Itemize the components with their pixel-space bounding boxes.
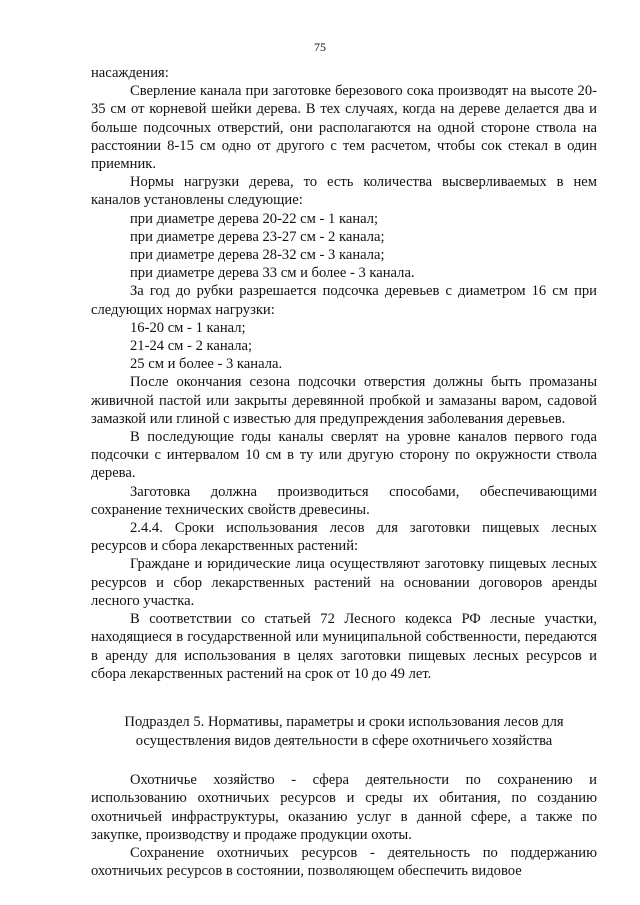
- list-item: при диаметре дерева 33 см и более - 3 канала.: [130, 265, 415, 282]
- pre-felling-norms-list: [91, 319, 597, 374]
- list-item: при диаметре дерева 23-27 см - 2 канала;: [130, 228, 385, 245]
- subsection-title-line: осуществления видов деятельности в сфере охотничьего хозяйства: [135, 732, 553, 749]
- list-item: 25 см и более - 3 канала.: [130, 356, 283, 373]
- paragraph-season-end: После окончания сезона подсочки отверстия должны быть промазаны живичной пастой или закрыты деревянной пробкой и замазаны варом, садовой замазкой или глиной с известью для предупреждения заболевания деревьев.: [91, 374, 597, 427]
- list-item: при диаметре дерева 28-32 см - 3 канала;: [130, 247, 385, 264]
- paragraph-forest-code-article-72: В соответствии со статьей 72 Лесного кодекса РФ лесные участки, находящиеся в государственной или муниципальной собственности, передаются в аренду для использования в целях заготовки пищевых лесных ресурсов и сбора лекарственных растений на срок от 10 до 49 лет.: [91, 611, 597, 682]
- paragraph-sap-drilling: Сверление канала при заготовке березового сока производят на высоте 20-35 см от корневой шейки дерева. В тех случаях, когда на дереве делается два и больше подсочных отверстий, они располагаются на одной стороне ствола на расстоянии 8-15 см одно от другого с тем расчетом, чтобы сок стекал в один приемник.: [91, 83, 597, 173]
- diameter-norms-list: [91, 210, 597, 283]
- list-item: 21-24 см - 2 канала;: [130, 338, 253, 355]
- list-item: при диаметре дерева 20-22 см - 1 канал;: [130, 210, 379, 227]
- list-item: 16-20 см - 1 канал;: [130, 319, 246, 336]
- paragraph-harvesting-methods: Заготовка должна производиться способами, обеспечивающими сохранение технических свойств древесины.: [91, 483, 597, 518]
- paragraph-hunting-resources-conservation: Сохранение охотничьих ресурсов - деятельность по поддержанию охотничьих ресурсов в состоянии, позволяющем обеспечить видовое: [91, 844, 597, 880]
- paragraph-following-years: В последующие годы каналы сверлят на уровне каналов первого года подсочки с интервалом 10 см в ту или другую сторону по окружности ствола дерева.: [91, 429, 597, 482]
- paragraph-pre-felling: За год до рубки разрешается подсочка деревьев с диаметром 16 см при следующих нормах нагрузки:: [91, 283, 597, 318]
- paragraph-hunting-economy: Охотничье хозяйство - сфера деятельности по сохранению и использованию охотничьих ресурсов и среды их обитания, по созданию охотничьей инфраструктуры, оказанию услуг в данной сфере, а также по закупке, производству и продаже продукции охоты.: [91, 772, 597, 843]
- paragraph-load-norms: Нормы нагрузки дерева, то есть количества высверливаемых в нем каналов установлены следующие:: [91, 174, 597, 209]
- paragraph-citizens-legal-entities: Граждане и юридические лица осуществляют заготовку пищевых лесных ресурсов и сбор лекарственных растений на основании договоров аренды лесного участка.: [91, 556, 597, 609]
- page-number: 75: [314, 40, 326, 54]
- subsection-title-line: Подраздел 5. Нормативы, параметры и сроки использования лесов для: [124, 713, 564, 730]
- subsection-title: [91, 713, 597, 750]
- section-heading-2-4-4: 2.4.4. Сроки использования лесов для заготовки пищевых лесных ресурсов и сбора лекарственных растений:: [91, 520, 597, 555]
- paragraph-continuation: насаждения:: [91, 65, 169, 81]
- document-body: [91, 64, 597, 880]
